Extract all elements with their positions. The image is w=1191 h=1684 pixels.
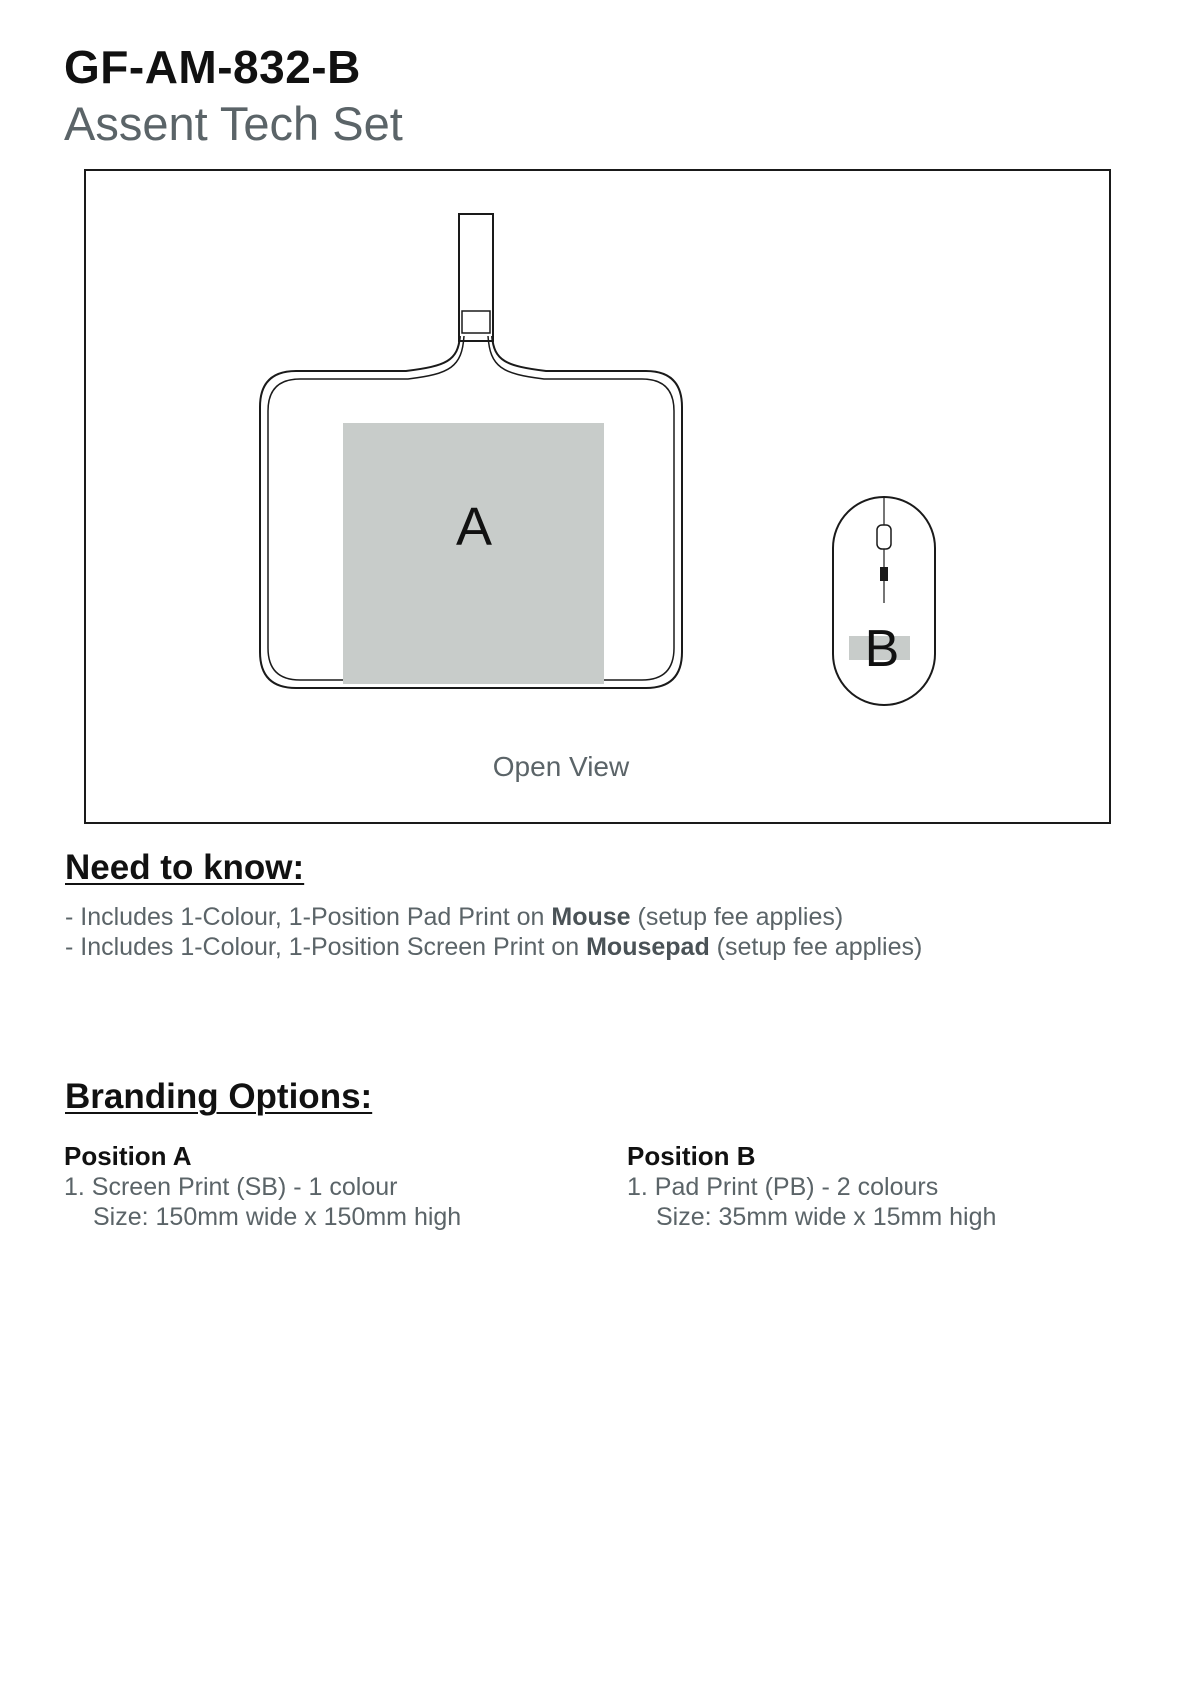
product-illustration-frame (84, 169, 1111, 824)
item-text: (setup fee applies) (709, 933, 923, 961)
item-text: - Includes 1-Colour, 1-Position Pad Print on (65, 903, 552, 931)
need-to-know-item (65, 903, 843, 932)
label-b: B (864, 620, 900, 678)
product-illustration (86, 171, 1110, 823)
position-a-method: 1. Screen Print (SB) - 1 colour (64, 1173, 398, 1201)
item-emphasis: Mousepad (586, 933, 710, 961)
label-a: A (455, 497, 493, 557)
illustration-caption: Open View (492, 751, 630, 782)
item-text: (setup fee applies) (630, 903, 844, 931)
position-a-size: Size: 150mm wide x 150mm high (93, 1203, 462, 1231)
mouse-indicator (880, 567, 888, 581)
item-text: - Includes 1-Colour, 1-Position Screen Print on (65, 933, 587, 961)
position-b-size: Size: 35mm wide x 15mm high (656, 1203, 997, 1231)
scroll-wheel (877, 525, 891, 549)
product-code: GF-AM-832-B (64, 41, 361, 93)
position-b-method: 1. Pad Print (PB) - 2 colours (627, 1173, 939, 1201)
branding-options-heading: Branding Options: (65, 1077, 373, 1116)
need-to-know-heading: Need to know: (65, 848, 305, 887)
product-name: Assent Tech Set (64, 97, 403, 150)
position-a-title: Position A (64, 1141, 192, 1171)
item-emphasis: Mouse (551, 903, 631, 931)
position-b-title: Position B (627, 1141, 756, 1171)
cable-connector (459, 214, 493, 341)
need-to-know-item (65, 933, 922, 962)
